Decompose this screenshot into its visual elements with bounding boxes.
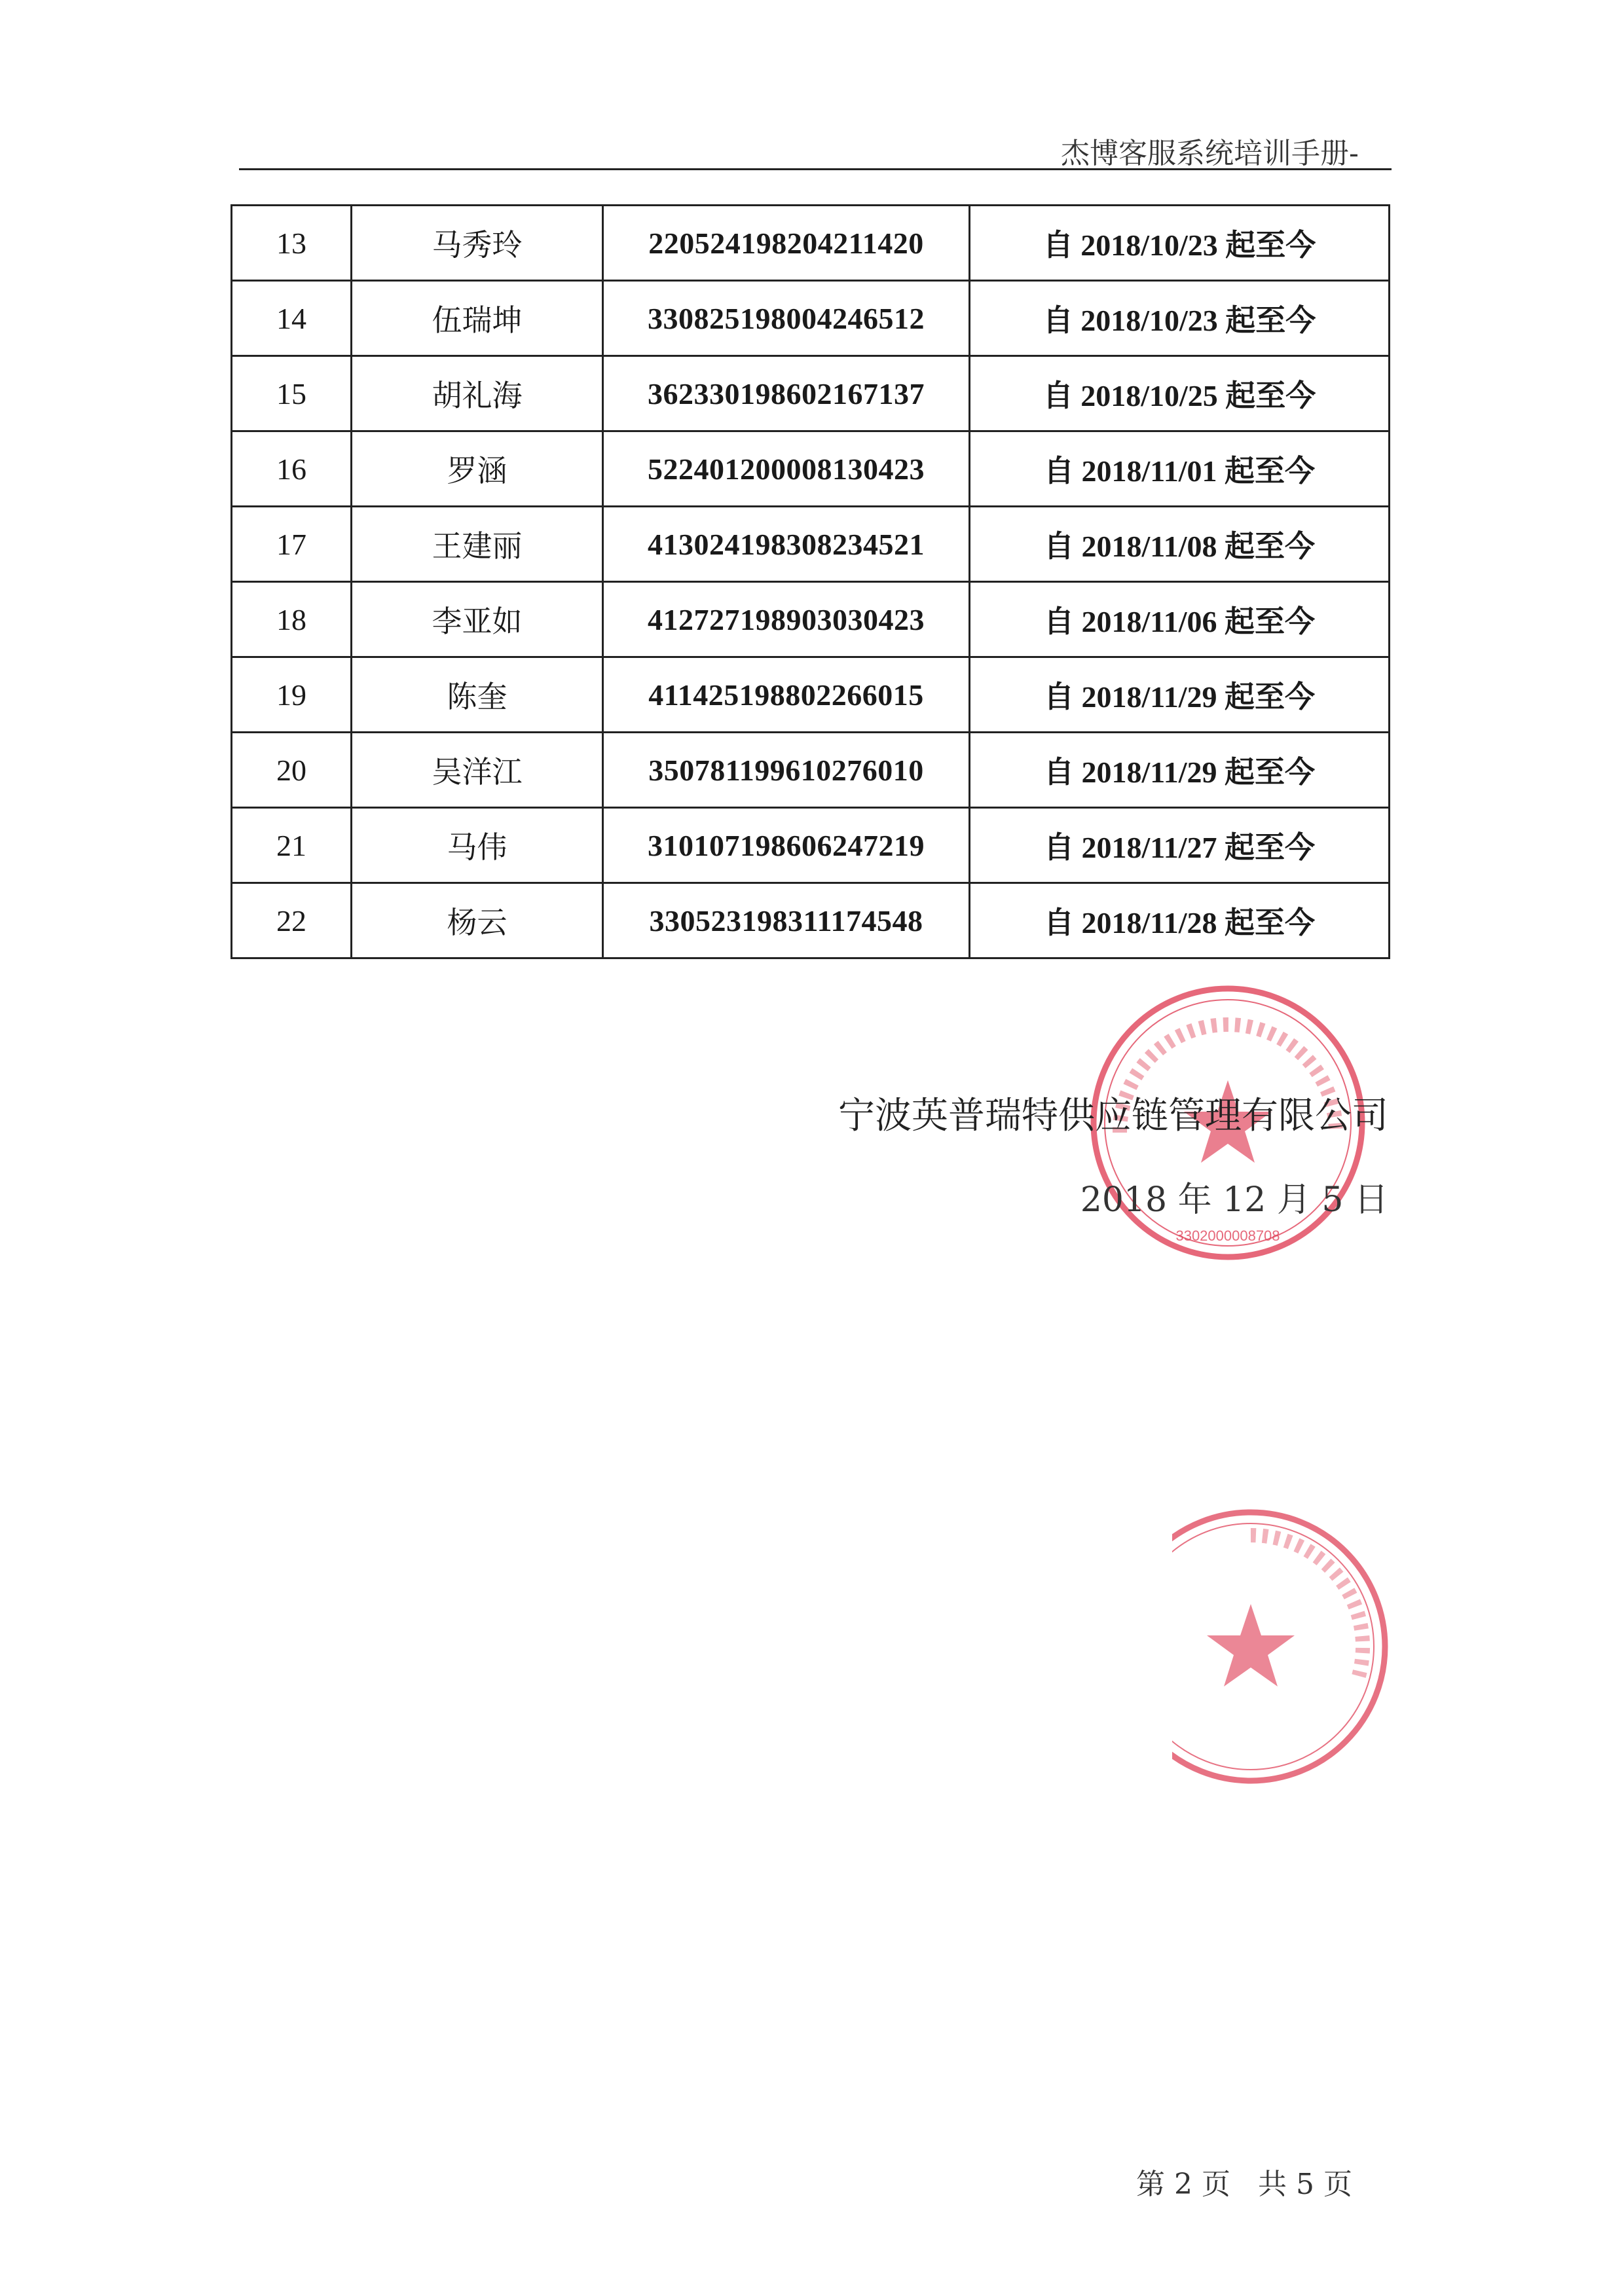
- employee-name: 吴洋江: [352, 733, 603, 808]
- employee-name: 马伟: [352, 808, 603, 883]
- signatory-company: 宁波英普瑞特供应链管理有限公司: [838, 1095, 1388, 1137]
- table-row: [232, 507, 1390, 582]
- employee-name: 胡礼海: [352, 356, 603, 431]
- table-row: [232, 356, 1390, 431]
- table-row: [232, 281, 1390, 356]
- employment-since: 自 2018/11/29 起至今: [970, 657, 1390, 733]
- row-number: 22: [232, 883, 352, 958]
- signature-date: 2018 年 12 月 5 日: [1080, 1180, 1388, 1220]
- employment-since: 自 2018/11/06 起至今: [970, 582, 1390, 657]
- seal-number: 3302000008708: [1175, 1228, 1280, 1244]
- table-row: [232, 206, 1390, 281]
- employment-since: 自 2018/10/25 起至今: [970, 356, 1390, 431]
- table-row: [232, 582, 1390, 657]
- partial-seal-stamp: [1172, 1480, 1388, 1820]
- id-number: 330523198311174548: [603, 883, 970, 958]
- id-number: 220524198204211420: [603, 206, 970, 281]
- row-number: 15: [232, 356, 352, 431]
- id-number: 362330198602167137: [603, 356, 970, 431]
- employee-name: 王建丽: [352, 507, 603, 582]
- row-number: 16: [232, 431, 352, 507]
- table-row: [232, 883, 1390, 958]
- table-row: [232, 733, 1390, 808]
- table-row: [232, 808, 1390, 883]
- document-header-title: 杰博客服系统培训手册-: [1061, 137, 1359, 170]
- id-number: 411425198802266015: [603, 657, 970, 733]
- id-number: 522401200008130423: [603, 431, 970, 507]
- id-number: 413024198308234521: [603, 507, 970, 582]
- row-number: 21: [232, 808, 352, 883]
- employee-name: 罗涵: [352, 431, 603, 507]
- row-number: 17: [232, 507, 352, 582]
- page-footer: [1048, 2160, 1441, 2202]
- row-number: 20: [232, 733, 352, 808]
- employee-name: 陈奎: [352, 657, 603, 733]
- employee-name: 李亚如: [352, 582, 603, 657]
- row-number: 18: [232, 582, 352, 657]
- id-number: 412727198903030423: [603, 582, 970, 657]
- id-number: 350781199610276010: [603, 733, 970, 808]
- employment-since: 自 2018/11/01 起至今: [970, 431, 1390, 507]
- employee-table: [231, 204, 1390, 959]
- page-number: 第 2 页: [1136, 2168, 1230, 2201]
- page-total: 共 5 页: [1258, 2168, 1352, 2201]
- table-row: [232, 657, 1390, 733]
- employee-name: 马秀玲: [352, 206, 603, 281]
- id-number: 310107198606247219: [603, 808, 970, 883]
- row-number: 13: [232, 206, 352, 281]
- employment-since: 自 2018/10/23 起至今: [970, 281, 1390, 356]
- id-number: 330825198004246512: [603, 281, 970, 356]
- employment-since: 自 2018/11/27 起至今: [970, 808, 1390, 883]
- employee-name: 杨云: [352, 883, 603, 958]
- table-row: [232, 431, 1390, 507]
- employment-since: 自 2018/11/29 起至今: [970, 733, 1390, 808]
- employee-name: 伍瑞坤: [352, 281, 603, 356]
- employment-since: 自 2018/11/28 起至今: [970, 883, 1390, 958]
- row-number: 19: [232, 657, 352, 733]
- row-number: 14: [232, 281, 352, 356]
- header-divider: [239, 168, 1392, 170]
- employment-since: 自 2018/10/23 起至今: [970, 206, 1390, 281]
- employment-since: 自 2018/11/08 起至今: [970, 507, 1390, 582]
